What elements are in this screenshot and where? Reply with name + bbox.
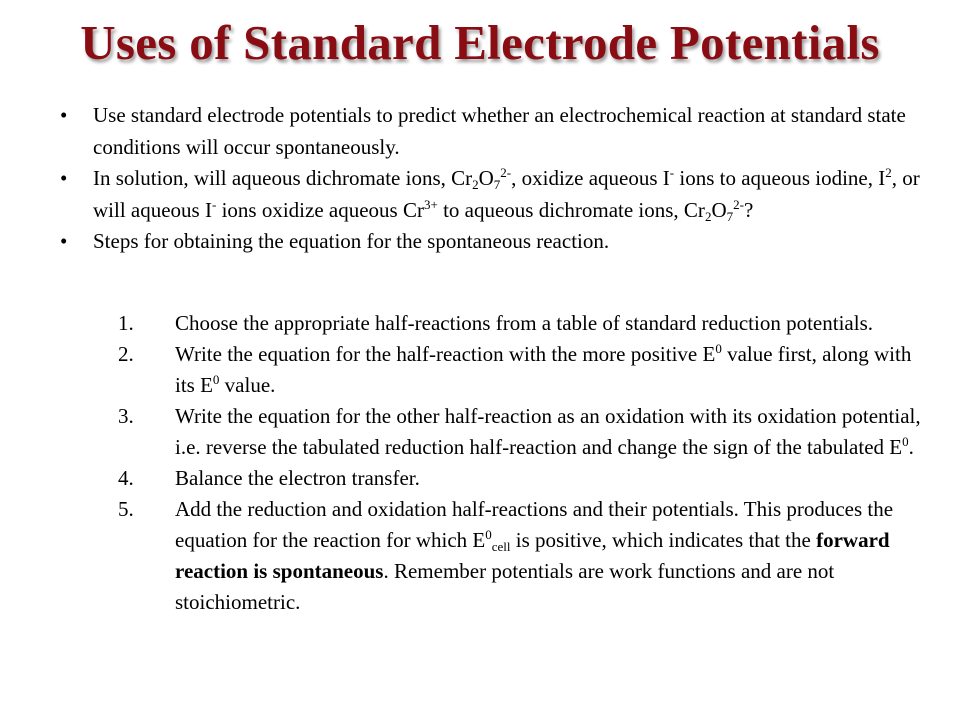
- superscript: 2-: [500, 165, 512, 180]
- text-run: ?: [743, 197, 754, 222]
- superscript: 2: [885, 165, 892, 180]
- text-run: In solution, will aqueous dichromate ions, Cr: [93, 166, 473, 190]
- superscript: 0: [715, 341, 722, 356]
- bullet-dot-icon: •: [60, 229, 68, 253]
- text-run: O: [711, 197, 727, 222]
- text-run: ions to aqueous iodine, I: [674, 166, 886, 190]
- step-item-3: [0, 401, 930, 463]
- bullet-item-2: [0, 163, 930, 226]
- step-item-4: [0, 463, 930, 494]
- step-item-2: [0, 339, 930, 401]
- step-number: 4.: [118, 466, 134, 490]
- subscript: cell: [491, 539, 511, 554]
- text-run: is positive, which indicates that the: [510, 528, 817, 552]
- text-run: .: [908, 435, 914, 459]
- subscript: 2: [704, 208, 712, 224]
- bullet-item-1: [0, 100, 930, 163]
- bullet-list: [0, 100, 930, 258]
- step-text: [175, 342, 911, 397]
- text-run: value first, along with its E: [175, 342, 912, 397]
- subscript: 7: [726, 208, 734, 224]
- subscript: 2: [472, 177, 479, 192]
- step-text: Balance the electron transfer.: [175, 466, 420, 490]
- emphasis-text: forward reaction is spontaneous: [175, 528, 890, 583]
- text-run: . Remember potentials are work functions and are not stoichiometric.: [175, 559, 835, 614]
- superscript: 2-: [733, 196, 744, 212]
- bullet-item-3: [0, 226, 930, 258]
- bullet-text: Use standard electrode potentials to predict whether an electrochemical reaction at standard state conditions will occur spontaneously.: [93, 103, 906, 159]
- text-run: , oxidize aqueous I: [511, 166, 670, 190]
- text-run: value.: [219, 373, 276, 397]
- step-number: 5.: [118, 497, 134, 521]
- text-run: , or will aqueous I: [93, 166, 920, 222]
- superscript: 3+: [423, 196, 438, 212]
- slide-title: Uses of Standard Electrode Potentials: [80, 15, 880, 70]
- step-number: 2.: [118, 342, 134, 366]
- step-number: 1.: [118, 311, 134, 335]
- superscript: 0: [485, 527, 492, 542]
- superscript: -: [669, 165, 675, 180]
- bullet-dot-icon: •: [60, 166, 68, 190]
- superscript: 0: [212, 372, 220, 387]
- text-run: ions oxidize aqueous Cr: [216, 197, 424, 222]
- step-item-5: [0, 494, 930, 618]
- step-number: 3.: [118, 404, 134, 428]
- superscript: -: [211, 196, 217, 212]
- bullet-dot-icon: •: [60, 103, 68, 127]
- step-text: [175, 404, 921, 459]
- subscript: 7: [493, 177, 501, 192]
- step-text: Choose the appropriate half-reactions from a table of standard reduction potentials.: [175, 311, 874, 335]
- superscript: 0: [902, 434, 909, 449]
- step-text: [175, 497, 893, 614]
- text-run: O: [478, 166, 494, 190]
- text-run: to aqueous dichromate ions, Cr: [437, 197, 705, 222]
- text-run: Add the reduction and oxidation half-reactions and their potentials. This produces the equation for the reaction for which E: [175, 497, 894, 552]
- text-run: Write the equation for the other half-reaction as an oxidation with its oxidation potential, i.e. reverse the tabulated reduction half-reaction and change the sign of the tabulated E: [175, 404, 921, 459]
- steps-list: [0, 308, 930, 618]
- bullet-text: [93, 166, 920, 222]
- text-run: Write the equation for the half-reaction with the more positive E: [175, 342, 716, 366]
- step-item-1: [0, 308, 930, 339]
- bullet-text: Steps for obtaining the equation for the spontaneous reaction.: [93, 229, 610, 253]
